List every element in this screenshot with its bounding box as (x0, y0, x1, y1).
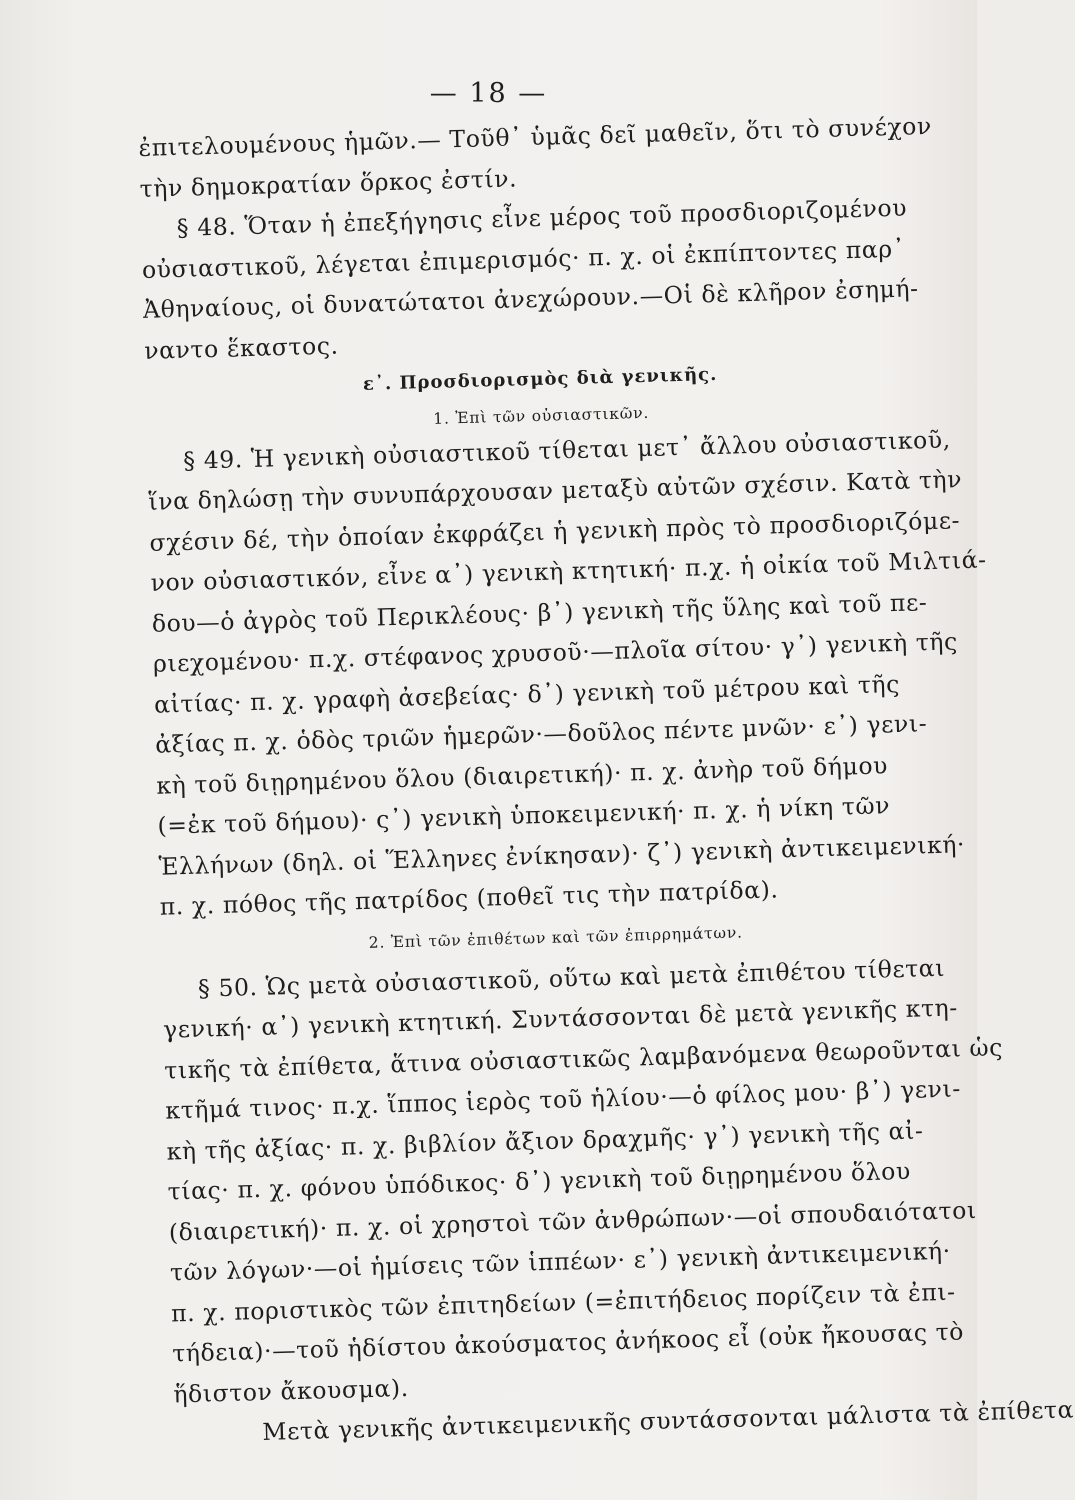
text-line: π. χ. ποριστικὸς τῶν ἐπιτηδείων (=ἐπιτήδειος πορίζειν τὰ ἐπι- (170, 1277, 957, 1328)
text-line: σχέσιν δέ, τὴν ὁποίαν ἐκφράζει ἡ γενικὴ πρὸς τὸ προσδιοριζόμε- (149, 505, 961, 557)
text-line: οὐσιαστικοῦ, λέγεται ἐπιμερισμός· π. χ. οἱ ἐκπίπτοντες παρ᾽ (141, 234, 906, 284)
text-line: τῶν λόγων·—οἱ ἡμίσεις τῶν ἱππέων· ε᾽) γενικὴ ἀντικειμενική· (169, 1236, 952, 1287)
text-line: Ἑλλήνων (δηλ. οἱ Ἕλληνες ἐνίκησαν)· ζ᾽) γενικὴ ἀντικειμενική· (158, 829, 966, 881)
text-line: (διαιρετική)· π. χ. οἱ χρηστοὶ τῶν ἀνθρώπων·—οἱ σπουδαιότατοι (168, 1195, 978, 1247)
section-50-line: § 50. Ὡς μετὰ οὐσιαστικοῦ, οὕτω καὶ μετὰ ἐπιθέτου τίθεται (197, 953, 946, 1003)
text-line: ἵνα δηλώσῃ τὴν συνυπάρχουσαν μεταξὺ αὐτῶν σχέσιν. Κατὰ τὴν (148, 465, 963, 516)
text-line: τὴν δημοκρατίαν ὅρκος ἐστίν. (139, 163, 518, 203)
text-line: Ἀθηναίους, οἱ δυνατώτατοι ἀνεχώρουν.—Οἱ δὲ κλῆρον ἐσημή- (142, 274, 919, 324)
text-line: τήδεια)·—τοῦ ἡδίστου ἀκούσματος ἀνήκοος εἶ (οὐκ ἤκουσας τὸ (171, 1317, 965, 1368)
text-line: ναντο ἕκαστος. (143, 330, 339, 365)
subsection-heading: 2. Ἐπὶ τῶν ἐπιθέτων καὶ τῶν ἐπιρρημάτων. (368, 922, 743, 952)
text-line: (=ἐκ τοῦ δήμου)· ς᾽) γενικὴ ὑποκειμενική· π. χ. ἡ νίκη τῶν (157, 791, 891, 840)
text-line: αἰτίας· π. χ. γραφὴ ἀσεβείας· δ᾽) γενικὴ τοῦ μέτρου καὶ τῆς (153, 669, 901, 719)
text-line: τίας· π. χ. φόνου ὑπόδικος· δ᾽) γενικὴ τοῦ διῃρημένου ὅλου (167, 1156, 912, 1206)
page-body (138, 106, 1075, 1455)
text-line: ἐπιτελουμένους ἡμῶν.— Τοῦθ᾽ ὑμᾶς δεῖ μαθεῖν, ὅτι τὸ συνέχον (138, 111, 933, 162)
text-line: π. χ. πόθος τῆς πατρίδος (ποθεῖ τις τὴν πατρίδα). (159, 875, 779, 921)
section-48-line: § 48. Ὅταν ἡ ἐπεξήγησις εἶνε μέρος τοῦ προσδιοριζομένου (176, 193, 908, 242)
section-heading: ε᾽. Προσδιορισμὸς διὰ γενικῆς. (362, 363, 718, 395)
text-line: ἀξίας π. χ. ὁδὸς τριῶν ἡμερῶν·—δοῦλος πέντε μνῶν· ε᾽) γενι- (154, 709, 928, 759)
text-line: Μετὰ γενικῆς ἀντικειμενικῆς συντάσσονται μάλιστα τὰ ἐπίθετα (262, 1395, 1075, 1447)
text-line: γενική· α᾽) γενικὴ κτητική. Συντάσσονται δὲ μετὰ γενικῆς κτη- (162, 993, 959, 1044)
page-number: — 18 — (429, 78, 548, 109)
text-line: νον οὐσιαστικόν, εἶνε α᾽) γενικὴ κτητική· π.χ. ἡ οἰκία τοῦ Μιλτιά- (150, 545, 988, 597)
text-line: κτῆμά τινος· π.χ. ἵππος ἱερὸς τοῦ ἡλίου·—ὁ φίλος μου· β᾽) γενι- (165, 1074, 962, 1125)
subsection-heading: 1. Ἐπὶ τῶν οὐσιαστικῶν. (433, 403, 650, 428)
text-line: κὴ τοῦ διῃρημένου ὅλου (διαιρετική)· π. χ. ἀνὴρ τοῦ δήμου (155, 750, 889, 800)
text-line: τικῆς τὰ ἐπίθετα, ἅτινα οὐσιαστικῶς λαμβανόμενα θεωροῦνται ὡς (163, 1032, 1004, 1085)
text-line: ριεχομένου· π.χ. στέφανος χρυσοῦ·—πλοῖα σίτου· γ᾽) γενικὴ τῆς (152, 627, 959, 678)
text-line: ἥδιστον ἄκουσμα). (172, 1373, 410, 1409)
section-49-line: § 49. Ἡ γενικὴ οὐσιαστικοῦ τίθεται μετ᾽ ἄλλου οὐσιαστικοῦ, (182, 424, 952, 475)
text-line: δου—ὁ ἀγρὸς τοῦ Περικλέους· β᾽) γενικὴ τῆς ὕλης καὶ τοῦ πε- (151, 587, 928, 638)
text-line: κὴ τῆς ἀξίας· π. χ. βιβλίον ἄξιον δραχμῆς· γ᾽) γενικὴ τῆς αἰ- (166, 1115, 924, 1166)
